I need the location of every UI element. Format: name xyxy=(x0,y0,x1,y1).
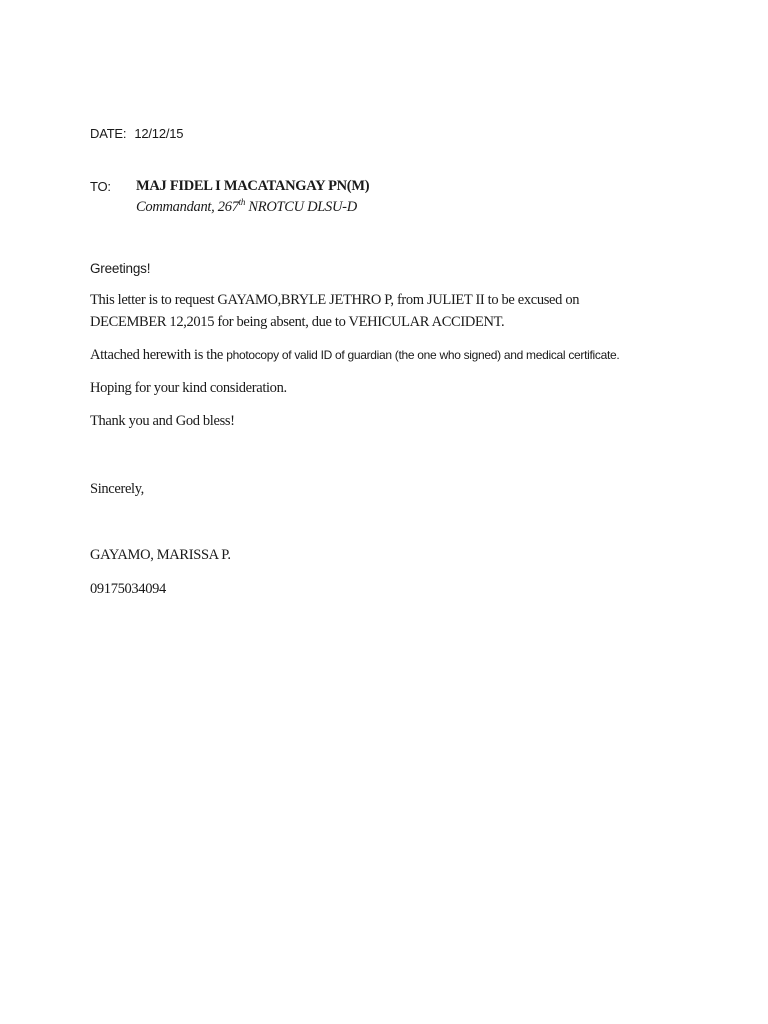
body-paragraph-line-1: This letter is to request GAYAMO,BRYLE JETHRO P, from JULIET II to be excused on xyxy=(90,292,580,308)
recipient-title-suffix: NROTCU DLSU-D xyxy=(245,199,357,215)
greeting: Greetings! xyxy=(90,261,151,276)
body-paragraph-line-2: DECEMBER 12,2015 for being absent, due to VEHICULAR ACCIDENT. xyxy=(90,314,505,330)
to-label: TO: xyxy=(90,179,111,194)
signer-phone: 09175034094 xyxy=(90,581,166,597)
thanks-line: Thank you and God bless! xyxy=(90,413,235,429)
recipient-name: MAJ FIDEL I MACATANGAY PN(M) xyxy=(136,178,370,194)
consideration-line: Hoping for your kind consideration. xyxy=(90,380,287,396)
closing: Sincerely, xyxy=(90,481,144,497)
signer-name: GAYAMO, MARISSA P. xyxy=(90,547,231,563)
recipient-title-prefix: Commandant, 267 xyxy=(136,199,239,215)
date-line xyxy=(90,127,183,140)
date-value: 12/12/15 xyxy=(134,126,184,141)
attachment-note-intro: Attached herewith is the xyxy=(90,347,227,363)
attachment-note xyxy=(90,347,619,363)
attachment-note-details: photocopy of valid ID of guardian (the one who signed) and medical certificate. xyxy=(226,348,620,362)
recipient-title xyxy=(136,197,357,215)
date-label: DATE: xyxy=(90,126,127,141)
recipient-title-ordinal: th xyxy=(238,197,246,207)
